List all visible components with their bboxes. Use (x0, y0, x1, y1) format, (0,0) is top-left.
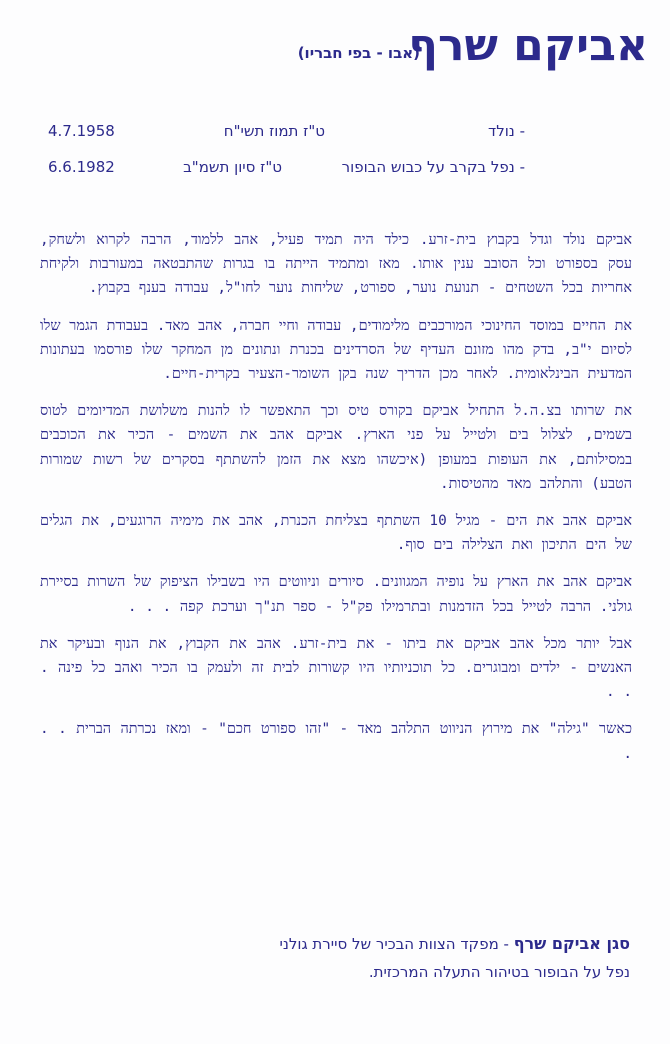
fell-label: - נפל בקרב על כבוש הבופור (341, 158, 525, 176)
biography-text (40, 228, 632, 779)
footer-name: סגן אביקם שרף (513, 934, 630, 953)
paragraph-sea: אביקם אהב את הים - מגיל 10 השתתף בצליחת הכנרת, אהב את מימיה הרוגעים, את הגלים של הים התיכון ואת הצלילה בים סוף. (40, 513, 632, 554)
fell-hebrew-date: ט"ז סיון תשמ"ב (183, 158, 282, 176)
fell-row (40, 158, 525, 194)
paragraph-navigation: כאשר "גילה" את מירוץ הניווט התלהב מאד - "זהו ספורט חכם" - ומאז נכרתה הברית . . . (40, 721, 632, 762)
paragraph-army: את שרותו בצ.ה.ל התחיל אביקם בקורס טיס וכך התאפשר לו להנות משלושת המדיומים לטוס בשמים, לצלול בים ולטייל על פני הארץ. אביקם אהב את השמים - הכיר את הכוכבים במסילותם, את העופות במעופן (איכשהו מצא את הזמן להשתתף בסקרים של רשות שמורות הטבע) והתלהב מאד מהטיסות. (40, 403, 632, 492)
footer-line-2: נפל על הבופור בטיהור התעלה המרכזית. (368, 963, 630, 981)
footer-line-1 (280, 930, 631, 958)
page-subtitle: (אבו - בפי חבריו) (297, 44, 420, 62)
born-hebrew-date: ט"ז תמוז תשי"ח (223, 122, 325, 140)
dates-block (40, 122, 525, 194)
paragraph-childhood: אביקם נולד וגדל בקבוץ בית-זרע. כילד היה תמיד פעיל, אהב ללמוד, הרבה לקרוא ולשחק, עסק בספורט וכל הסובב ענין אותו. מאז ומתמיד הייתה בו בגרות שהתבטאה במעורבות ולקיחת אחריות בכל השטחים - תנועת נוער, ספורט, שליחות נוער לחו"ל, עבודה בענף בקבוץ. (40, 232, 632, 297)
fell-gregorian-date: 6.6.1982 (48, 158, 115, 176)
born-label: - נולד (488, 122, 525, 140)
page-title: אביקם שרף (408, 20, 648, 71)
footer-block (280, 930, 631, 986)
footer-role: - מפקד הצוות הבכיר של סיירת גולני (279, 935, 509, 953)
born-gregorian-date: 4.7.1958 (48, 122, 115, 140)
born-row (40, 122, 525, 158)
paragraph-education: את החיים במוסד החינוכי המורכבים מלימודים, עבודה וחיי חברה, אהב מאד. בעבודת הגמר שלו לסיום י"ב, בדק מהו מזונם העדיף של הסרדינים בכנרת ונתונים מן המחקר שלו פורסמו בעתונות המדעית הבינלאומית. לאחר מכן הדריך שנה בקן השומר-הצעיר בקרית-חיים. (40, 317, 632, 383)
paragraph-land: אביקם אהב את הארץ על נופיה המגוונים. סיורים וניווטים היו בשבילו הציפוק של השרות בסיירת גולני. הרבה לטייל בכל הזדמנות ובתרמילו פק"ל - ספר תנ"ך וערכת קפה . . . (40, 574, 632, 615)
paragraph-home: אבל יותר מכל אהב אביקם את ביתו - את בית-זרע. אהב את הקבוץ, את הנוף ובעיקר את האנשים - ילדים ומבוגרים. כל תוכניותיו היו קשורות לבית זה ולעמק בו הכיר ואהב כל פינה . . . (40, 635, 632, 701)
